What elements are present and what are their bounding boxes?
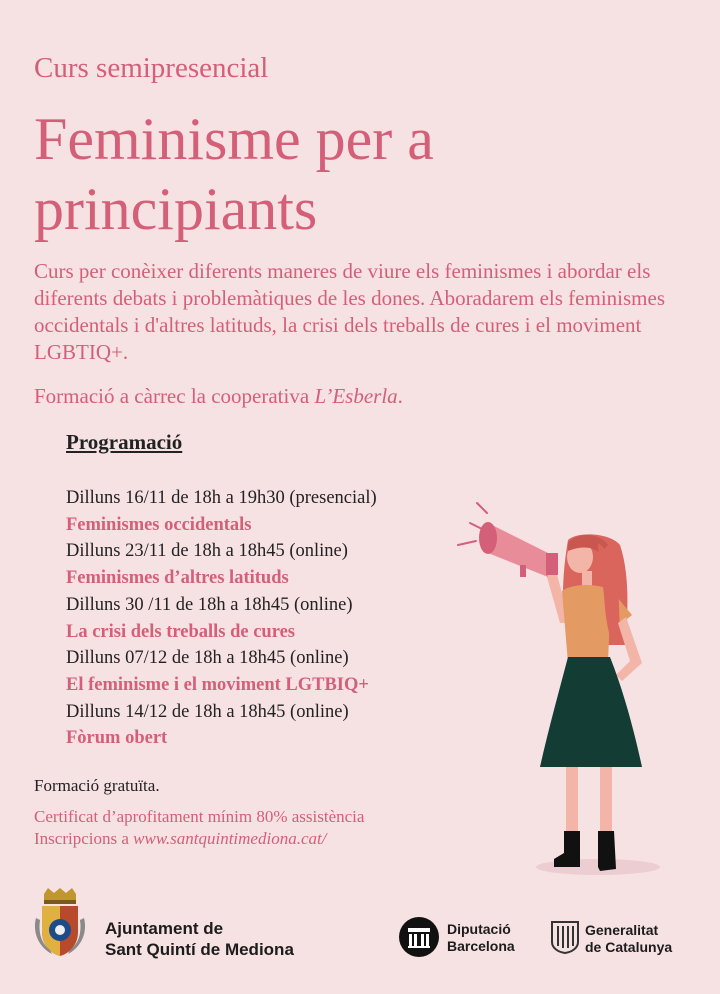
signup-prefix: Inscripcions a <box>34 829 134 848</box>
signup-link[interactable]: www.santquintimediona.cat/ <box>133 829 327 848</box>
signup-line <box>34 828 364 850</box>
generalitat-name <box>585 922 672 956</box>
session-topic: Feminismes d’altres latituds <box>66 568 289 589</box>
generalitat-line2: de Catalunya <box>585 939 673 955</box>
page-title: Feminisme per a principiants <box>34 106 434 242</box>
session-date: Dilluns 23/11 de 18h a 18h45 (online) <box>66 541 348 562</box>
diputacio-line2: Barcelona <box>447 938 515 954</box>
course-kicker: Curs semipresencial <box>34 52 269 84</box>
session-list <box>66 485 486 752</box>
diputacio-line1: Diputació <box>447 921 511 937</box>
certificate-line: Certificat d’aprofitament mínim 80% assistència <box>34 807 365 826</box>
ajuntament-name <box>105 918 294 960</box>
session-topic: Feminismes occidentals <box>66 514 252 535</box>
session-date: Dilluns 30 /11 de 18h a 18h45 (online) <box>66 594 353 615</box>
session-topic: El feminisme i el moviment LGTBIQ+ <box>66 674 369 695</box>
session-topic: Fòrum obert <box>66 728 168 749</box>
ajuntament-line2: Sant Quintí de Mediona <box>105 940 294 959</box>
diputacio-name <box>447 921 515 955</box>
diputacio-logo-icon <box>398 916 440 958</box>
session-date: Dilluns 07/12 de 18h a 18h45 (online) <box>66 648 349 669</box>
intro-paragraph: Curs per conèixer diferents maneres de viure els feminismes i abordar els diferents debats i problemàtiques de les dones. Aboradarem els feminismes occidentals i d'altres latituds, la crisi dels treballs de cures i el moviment LGBTIQ+. <box>34 259 665 364</box>
session-topic: La crisi dels treballs de cures <box>66 621 296 642</box>
trainer-line <box>34 384 403 409</box>
session-date: Dilluns 16/11 de 18h a 19h30 (presencial) <box>66 488 377 508</box>
woman-megaphone-illustration <box>450 495 680 890</box>
program-heading: Programació <box>66 430 183 454</box>
certificate-info <box>34 806 364 850</box>
generalitat-logo-icon <box>550 920 580 954</box>
megaphone-body <box>479 522 558 577</box>
ajuntament-line1: Ajuntament de <box>105 919 224 938</box>
session-date: Dilluns 14/12 de 18h a 18h45 (online) <box>66 701 349 722</box>
trainer-prefix: Formació a càrrec la cooperativa <box>34 384 315 408</box>
trainer-suffix: . <box>397 384 403 408</box>
generalitat-line1: Generalitat <box>585 922 659 938</box>
free-notice: Formació gratuïta. <box>34 776 160 795</box>
trainer-name: L’Esberla <box>314 384 398 408</box>
coat-of-arms-icon <box>34 888 86 958</box>
